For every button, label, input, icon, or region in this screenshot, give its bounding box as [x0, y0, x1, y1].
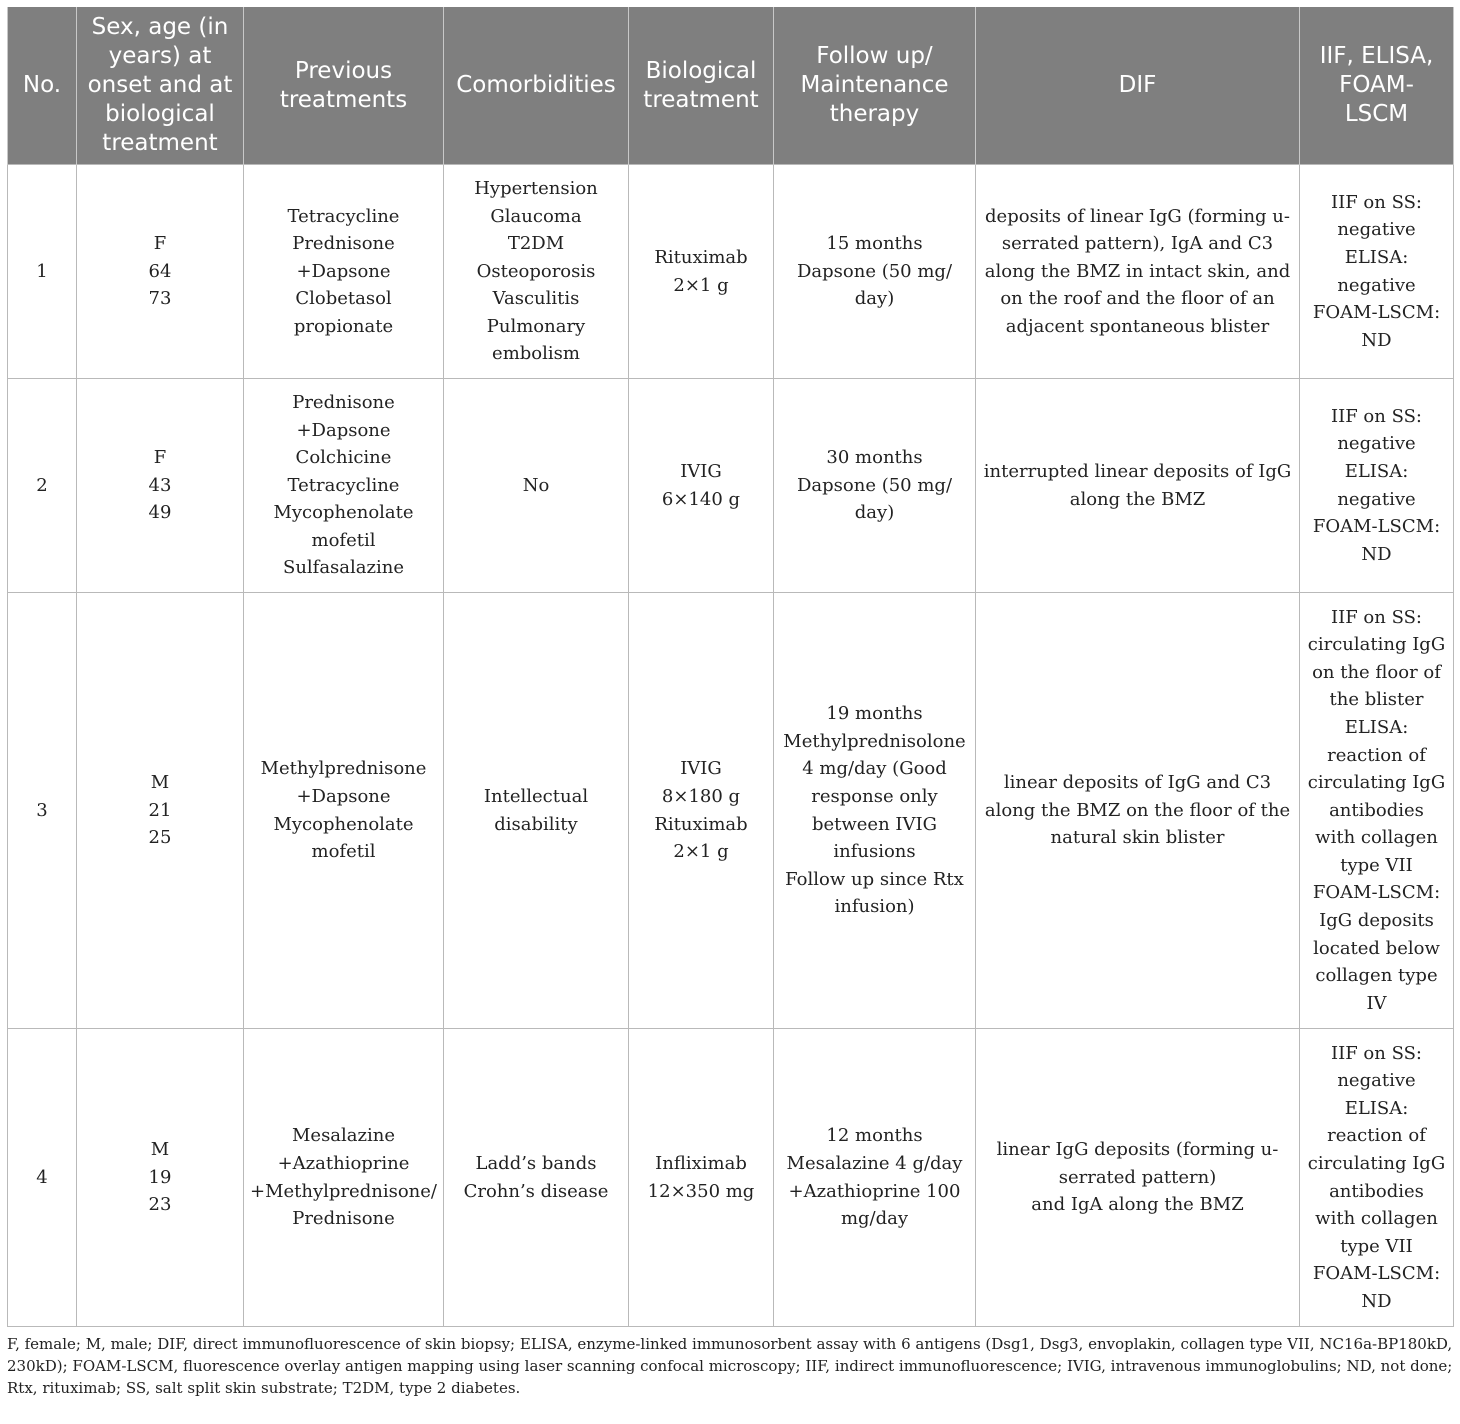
header-comorbidities [444, 7, 629, 165]
cell-comorbidities [444, 1029, 629, 1327]
cell-line: 23 [148, 1194, 172, 1216]
cell-line: circulating IgG [1307, 772, 1446, 794]
table-row [8, 379, 1454, 593]
cell-line: ELISA: [1344, 1097, 1409, 1119]
table-row [8, 593, 1454, 1029]
cell-line: 73 [148, 288, 172, 310]
cell-line: 4 mg/day (Good [802, 758, 947, 780]
cell-followup [774, 593, 976, 1029]
cell-line: 21 [148, 799, 172, 821]
cell-line: ELISA: [1344, 246, 1409, 268]
cell-line: propionate [293, 315, 394, 337]
cell-line: type VII [1340, 854, 1413, 876]
cell-previous [244, 1029, 444, 1327]
cell-line: negative [1337, 1070, 1416, 1092]
cell-line: linear deposits of IgG and C3 [1003, 772, 1272, 794]
cell-dif [976, 593, 1300, 1029]
cell-no [8, 165, 77, 379]
header-line: Comorbidities [456, 72, 616, 98]
cell-line: 43 [148, 474, 172, 496]
cell-line: circulating IgG [1307, 1152, 1446, 1174]
cell-sex-age [77, 379, 244, 593]
cell-line: antibodies [1329, 1180, 1424, 1202]
cell-iif [1300, 1029, 1454, 1327]
cell-line: Crohn’s disease [463, 1180, 609, 1202]
cell-line: +Azathioprine [277, 1152, 410, 1174]
cell-line: 4 [36, 1166, 48, 1188]
cell-line: with collagen [1315, 1208, 1438, 1230]
header-line: biological [105, 101, 215, 127]
cell-line: No [522, 474, 550, 496]
cell-line: along the BMZ in intact skin, and [984, 260, 1291, 282]
cell-comorbidities [444, 593, 629, 1029]
cell-line: IgG deposits [1319, 910, 1434, 932]
cell-line: Ladd’s bands [475, 1152, 597, 1174]
cell-line: +Dapsone [296, 260, 391, 282]
header-line: LSCM [1344, 101, 1409, 127]
header-no [8, 7, 77, 165]
cell-line: the blister [1329, 689, 1424, 711]
cell-no [8, 379, 77, 593]
cell-line: IVIG [680, 460, 722, 482]
cell-line: IVIG [680, 758, 722, 780]
cell-dif [976, 1029, 1300, 1327]
cell-line: antibodies [1329, 799, 1424, 821]
cell-followup [774, 165, 976, 379]
cell-line: Vasculitis [492, 288, 580, 310]
cell-line: Mycophenolate [273, 813, 414, 835]
cell-dif [976, 165, 1300, 379]
cell-line: Rituximab [654, 813, 748, 835]
cell-previous [244, 593, 444, 1029]
cell-line: 12×350 mg [647, 1180, 755, 1202]
cell-line: infusions [833, 841, 916, 863]
header-line: IIF, ELISA, [1319, 43, 1434, 69]
cell-sex-age [77, 1029, 244, 1327]
cell-line: ND [1361, 1290, 1392, 1312]
cell-line: Hypertension [474, 177, 598, 199]
cell-line: F [153, 447, 167, 469]
cell-line: serrated pattern) [1058, 1166, 1217, 1188]
cell-line: ND [1361, 543, 1392, 565]
cell-line: negative [1337, 488, 1416, 510]
cell-line: 8×180 g [661, 785, 741, 807]
cell-line: Methylprednisone [260, 758, 427, 780]
header-line: treatment [102, 130, 218, 156]
table-footnote: F, female; M, male; DIF, direct immunofluorescence of skin biopsy; ELISA, enzyme-linked immunosorbent assay with 6 antigens (Dsg1, Dsg3, envoplakin, collagen type VII, NC16a-BP180kD, 230kD); FOAM-LSCM, fluorescence overlay antigen mapping using laser scanning confocal microscopy; IIF, indirect immunofluorescence; IVIG, intravenous immunoglobulins; ND, not done; Rtx, rituximab; SS, salt split skin substrate; T2DM, type 2 diabetes. [7, 1335, 1453, 1397]
cell-line: ELISA: [1344, 716, 1409, 738]
cell-line: Tetracycline [287, 205, 400, 227]
cell-line: adjacent spontaneous blister [1005, 315, 1270, 337]
table-row [8, 1029, 1454, 1327]
cell-line: T2DM [507, 233, 565, 255]
cell-line: Prednisone [292, 391, 395, 413]
cell-line: M [150, 772, 170, 794]
cell-line: Tetracycline [287, 474, 400, 496]
header-line: FOAM- [1339, 72, 1414, 98]
header-line: years) at [108, 43, 212, 69]
cell-line: between IVIG [811, 813, 938, 835]
cell-line: FOAM-LSCM: [1312, 1263, 1441, 1285]
cell-line: along the BMZ on the floor of the [984, 799, 1291, 821]
cell-previous [244, 165, 444, 379]
cell-line: IIF on SS: [1331, 191, 1422, 213]
cell-line: reaction of [1327, 744, 1426, 766]
cell-dif [976, 379, 1300, 593]
cell-line: Methylprednisolone [783, 730, 966, 752]
cell-line: +Azathioprine 100 [788, 1180, 961, 1202]
header-biological-treatment [629, 7, 774, 165]
cell-line: and IgA along the BMZ [1031, 1194, 1244, 1216]
cell-line: +Methylprednisone/ [250, 1180, 437, 1202]
cell-iif [1300, 379, 1454, 593]
header-line: Maintenance [800, 72, 949, 98]
cell-line: IIF on SS: [1331, 1042, 1422, 1064]
cell-line: negative [1337, 274, 1416, 296]
cell-line: Prednisone [292, 1208, 395, 1230]
cell-line: on the floor of [1312, 661, 1441, 683]
header-dif [976, 7, 1300, 165]
cell-line: along the BMZ [1069, 488, 1206, 510]
header-iif-elisa-foam [1300, 7, 1454, 165]
cell-biological [629, 379, 774, 593]
cell-line: 49 [148, 502, 172, 524]
table-container [7, 7, 1453, 1399]
cell-line: +Dapsone [296, 419, 391, 441]
cell-line: 30 months [826, 447, 923, 469]
header-follow-up [774, 7, 976, 165]
cell-line: 64 [148, 260, 172, 282]
cell-followup [774, 379, 976, 593]
cell-line: M [150, 1139, 170, 1161]
header-line: No. [22, 72, 62, 98]
cell-line: Dapsone (50 mg/ [796, 260, 953, 282]
cell-line: 19 months [826, 703, 923, 725]
cell-line: mg/day [840, 1208, 909, 1230]
cell-line: FOAM-LSCM: [1312, 302, 1441, 324]
cell-line: 1 [36, 260, 48, 282]
cell-line: infusion) [834, 896, 915, 918]
cell-line: natural skin blister [1050, 827, 1225, 849]
header-line: Sex, age (in [91, 14, 229, 40]
cell-line: disability [494, 813, 578, 835]
cell-line: 19 [148, 1166, 172, 1188]
cell-sex-age [77, 165, 244, 379]
cell-line: with collagen [1315, 827, 1438, 849]
cell-comorbidities [444, 379, 629, 593]
cell-line: 2×1 g [673, 274, 729, 296]
cell-previous [244, 379, 444, 593]
cell-line: reaction of [1327, 1125, 1426, 1147]
cell-line: interrupted linear deposits of IgG [983, 460, 1292, 482]
cell-line: Dapsone (50 mg/ [796, 474, 953, 496]
header-previous-treatments [244, 7, 444, 165]
header-row [8, 7, 1454, 165]
cell-line: Glaucoma [490, 205, 582, 227]
cell-biological [629, 1029, 774, 1327]
cell-iif [1300, 593, 1454, 1029]
cell-followup [774, 1029, 976, 1327]
cell-line: on the roof and the floor of an [1000, 288, 1275, 310]
cell-line: IIF on SS: [1331, 405, 1422, 427]
cell-line: mofetil [311, 529, 376, 551]
cell-no [8, 1029, 77, 1327]
cell-line: Prednisone [292, 233, 395, 255]
cell-no [8, 593, 77, 1029]
cell-line: FOAM-LSCM: [1312, 882, 1441, 904]
cell-line: 25 [148, 827, 172, 849]
cell-sex-age [77, 593, 244, 1029]
cell-line: 12 months [826, 1125, 923, 1147]
cell-line: 2 [36, 474, 48, 496]
cell-line: F [153, 233, 167, 255]
cell-line: FOAM-LSCM: [1312, 516, 1441, 538]
cell-line: Mesalazine [291, 1125, 396, 1147]
cell-line: Mycophenolate [273, 502, 414, 524]
cell-line: Colchicine [295, 447, 392, 469]
cell-line: Osteoporosis [476, 260, 596, 282]
header-line: therapy [829, 101, 920, 127]
header-line: DIF [1118, 72, 1157, 98]
table-body [8, 165, 1454, 1327]
header-line: Follow up/ [816, 43, 933, 69]
cell-line: +Dapsone [296, 785, 391, 807]
cell-line: IIF on SS: [1331, 606, 1422, 628]
cell-line: circulating IgG [1307, 634, 1446, 656]
cell-line: response only [811, 785, 938, 807]
cell-line: type VII [1340, 1235, 1413, 1257]
header-line: treatment [643, 86, 759, 113]
cell-line: negative [1337, 219, 1416, 241]
cell-line: day) [854, 288, 895, 310]
cell-line: Pulmonary [486, 315, 586, 337]
cell-line: negative [1337, 433, 1416, 455]
cell-line: IV [1366, 992, 1387, 1014]
cell-biological [629, 593, 774, 1029]
cell-line: 2×1 g [673, 841, 729, 863]
cell-line: Sulfasalazine [282, 557, 405, 579]
cell-line: embolism [492, 343, 580, 365]
cell-line: 6×140 g [661, 488, 741, 510]
cell-line: ELISA: [1344, 460, 1409, 482]
table-row [8, 165, 1454, 379]
cell-line: Follow up since Rtx [785, 868, 964, 890]
cell-biological [629, 165, 774, 379]
cell-line: collagen type [1315, 965, 1438, 987]
cell-line: 3 [36, 799, 48, 821]
cell-line: located below [1313, 937, 1440, 959]
header-line: onset and at [87, 72, 233, 98]
cell-line: serrated pattern), IgA and C3 [1001, 233, 1274, 255]
header-line: treatments [279, 86, 408, 113]
patient-table [7, 7, 1454, 1327]
cell-line: Infliximab [655, 1152, 747, 1174]
cell-iif [1300, 165, 1454, 379]
cell-line: Mesalazine 4 g/day [786, 1152, 963, 1174]
cell-line: mofetil [311, 841, 376, 863]
header-sex-age [77, 7, 244, 165]
cell-line: ND [1361, 329, 1392, 351]
header-line: Biological [645, 57, 757, 84]
cell-line: day) [854, 502, 895, 524]
cell-line: Rituximab [654, 246, 748, 268]
cell-line: Clobetasol [295, 288, 392, 310]
cell-line: deposits of linear IgG (forming u- [985, 205, 1290, 227]
cell-line: Intellectual [483, 785, 589, 807]
header-line: Previous [294, 57, 393, 84]
cell-line: 15 months [826, 233, 923, 255]
cell-comorbidities [444, 165, 629, 379]
cell-line: linear IgG deposits (forming u- [996, 1139, 1279, 1161]
